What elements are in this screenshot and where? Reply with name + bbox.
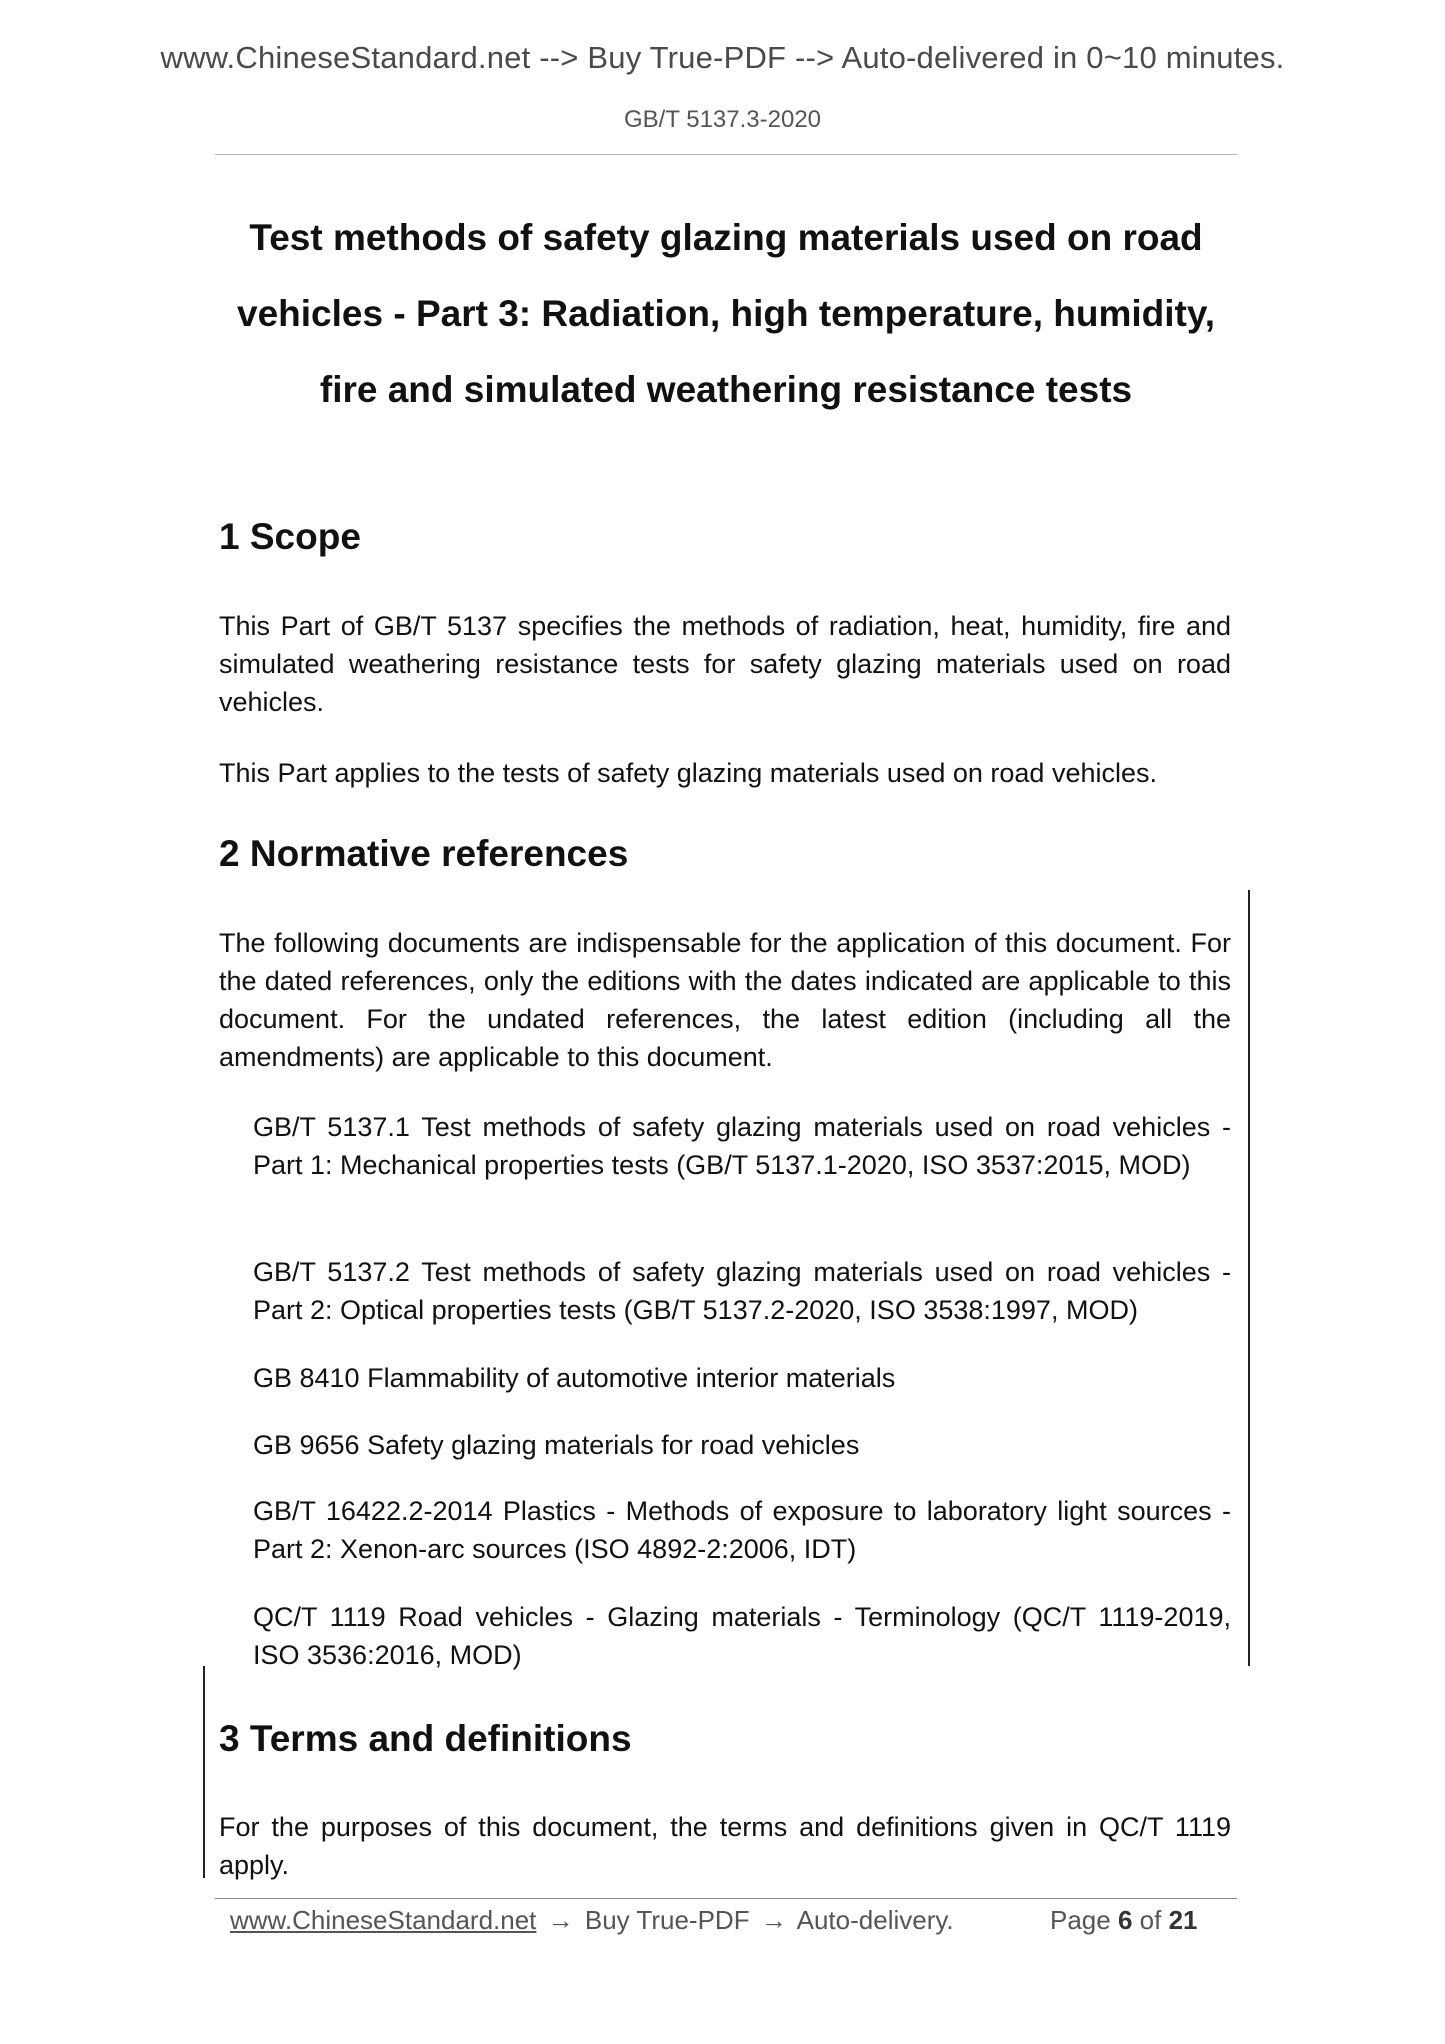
page-indicator <box>1050 1905 1198 1936</box>
reference-item: QC/T 1119 Road vehicles - Glazing materials - Terminology (QC/T 1119-2019, ISO 3536:2016, MOD) <box>253 1602 1231 1670</box>
reference-item: GB/T 5137.1 Test methods of safety glazing materials used on road vehicles - Part 1: Mechanical properties tests (GB/T 5137.1-2020, ISO 3537:2015, MOD) <box>253 1112 1231 1180</box>
terms-paragraph: For the purposes of this document, the terms and definitions given in QC/T 1119 apply. <box>219 1812 1231 1880</box>
section-terms-heading: 3 Terms and definitions <box>219 1718 632 1759</box>
section-normative-heading: 2 Normative references <box>219 833 629 874</box>
section-scope-heading: 1 Scope <box>219 516 361 557</box>
footer-text <box>230 1905 954 1936</box>
header-divider <box>215 154 1237 155</box>
change-bar-left <box>203 1666 205 1878</box>
footer-link[interactable]: www.ChineseStandard.net <box>230 1905 537 1935</box>
footer-buy-text: Buy True-PDF <box>584 1905 750 1935</box>
change-bar-right <box>1248 890 1250 1666</box>
title-line-2: vehicles - Part 3: Radiation, high temperature, humidity, <box>237 293 1215 334</box>
footer-delivery-text: Auto-delivery. <box>796 1905 954 1935</box>
reference-item: GB/T 5137.2 Test methods of safety glazing materials used on road vehicles - Part 2: Optical properties tests (GB/T 5137.2-2020, ISO 3538:1997, MOD) <box>253 1257 1231 1325</box>
footer-divider <box>215 1898 1237 1899</box>
reference-item: GB 9656 Safety glazing materials for road vehicles <box>253 1430 860 1460</box>
title-line-1: Test methods of safety glazing materials used on road <box>249 217 1203 258</box>
page-label: Page <box>1050 1905 1111 1935</box>
title-line-3: fire and simulated weathering resistance tests <box>319 369 1133 410</box>
document-title <box>215 200 1237 428</box>
total-pages: 21 <box>1168 1905 1198 1935</box>
scope-paragraph-2: This Part applies to the tests of safety glazing materials used on road vehicles. <box>219 758 1157 788</box>
normative-intro: The following documents are indispensable for the application of this document. For the dated references, only the editions with the dates indicated are applicable to this document. For the undated references, the latest edition (including all the amendments) are applicable to this document. <box>219 928 1231 1072</box>
of-label: of <box>1139 1905 1162 1935</box>
arrow-right-icon: → <box>760 1905 787 1935</box>
arrow-right-icon: → <box>547 1905 574 1935</box>
scope-paragraph-1: This Part of GB/T 5137 specifies the methods of radiation, heat, humidity, fire and simulated weathering resistance tests for safety glazing materials used on road vehicles. <box>219 611 1231 717</box>
reference-item: GB 8410 Flammability of automotive interior materials <box>253 1363 896 1393</box>
header-banner: www.ChineseStandard.net --> Buy True-PDF --> Auto-delivered in 0~10 minutes. <box>160 40 1285 75</box>
document-code: GB/T 5137.3-2020 <box>623 106 822 133</box>
reference-item: GB/T 16422.2-2014 Plastics - Methods of exposure to laboratory light sources - Part 2: Xenon-arc sources (ISO 4892-2:2006, IDT) <box>253 1496 1231 1564</box>
page-number: 6 <box>1117 1905 1133 1935</box>
